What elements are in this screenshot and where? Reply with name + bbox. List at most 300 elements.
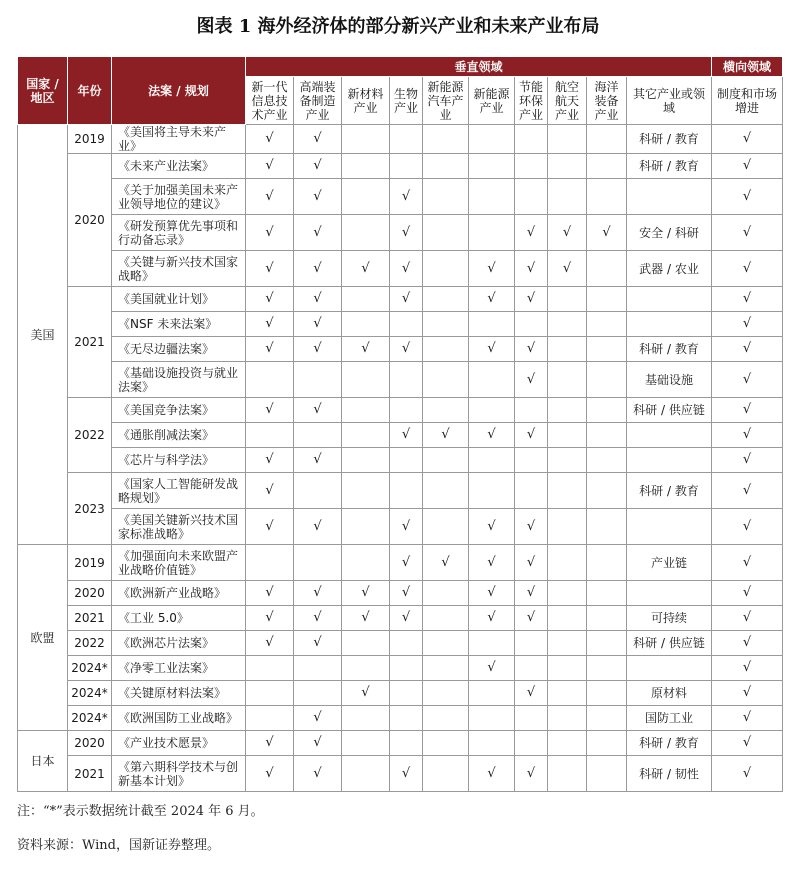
other-field-cell: 国防工业: [627, 706, 712, 731]
horizontal-check-cell: √: [712, 731, 783, 756]
other-field-cell: 科研 / 供应链: [627, 631, 712, 656]
horizontal-check-cell: √: [712, 706, 783, 731]
check-cell: √: [515, 251, 548, 287]
horizontal-check-cell: √: [712, 215, 783, 251]
check-cell: [587, 631, 627, 656]
check-cell: √: [294, 756, 342, 792]
horizontal-check-cell: √: [712, 362, 783, 398]
year-cell: 2020: [68, 154, 112, 287]
other-field-cell: 科研 / 教育: [627, 337, 712, 362]
check-cell: √: [390, 215, 423, 251]
check-cell: [246, 545, 294, 581]
law-cell: 《第六期科学技术与创新基本计划》: [112, 756, 246, 792]
check-cell: √: [342, 681, 390, 706]
check-cell: √: [342, 581, 390, 606]
check-cell: √: [246, 473, 294, 509]
check-cell: √: [294, 706, 342, 731]
check-cell: [469, 362, 515, 398]
check-cell: [469, 706, 515, 731]
check-cell: √: [246, 731, 294, 756]
check-cell: √: [246, 581, 294, 606]
horizontal-check-cell: √: [712, 337, 783, 362]
check-cell: [587, 398, 627, 423]
law-cell: 《关于加强美国未来产业领导地位的建议》: [112, 179, 246, 215]
check-cell: √: [390, 606, 423, 631]
horizontal-check-cell: √: [712, 423, 783, 448]
other-field-cell: [627, 423, 712, 448]
check-cell: √: [390, 581, 423, 606]
check-cell: [587, 473, 627, 509]
check-cell: √: [515, 606, 548, 631]
horizontal-check-cell: √: [712, 581, 783, 606]
header-horizontal: 横向领域: [712, 57, 783, 77]
check-cell: √: [469, 656, 515, 681]
check-cell: √: [246, 215, 294, 251]
year-cell: 2019: [68, 125, 112, 154]
check-cell: [469, 154, 515, 179]
check-cell: [469, 448, 515, 473]
horizontal-check-cell: √: [712, 398, 783, 423]
column-header: 新能源产业: [469, 77, 515, 125]
law-cell: 《研发预算优先事项和行动备忘录》: [112, 215, 246, 251]
column-header: 海洋装备产业: [587, 77, 627, 125]
check-cell: √: [246, 606, 294, 631]
check-cell: [469, 731, 515, 756]
check-cell: √: [294, 509, 342, 545]
other-field-cell: 原材料: [627, 681, 712, 706]
other-field-cell: 科研 / 供应链: [627, 398, 712, 423]
header-country: 国家 / 地区: [18, 57, 68, 125]
other-field-cell: [627, 179, 712, 215]
check-cell: [548, 681, 587, 706]
check-cell: √: [246, 125, 294, 154]
check-cell: [548, 448, 587, 473]
law-cell: 《美国关键新兴技术国家标准战略》: [112, 509, 246, 545]
other-field-cell: [627, 287, 712, 312]
table-row: [18, 398, 783, 423]
other-field-cell: 科研 / 教育: [627, 154, 712, 179]
check-cell: [342, 423, 390, 448]
check-cell: [294, 681, 342, 706]
industry-table: [17, 56, 783, 792]
check-cell: [423, 251, 469, 287]
check-cell: √: [246, 509, 294, 545]
column-header: 新材料产业: [342, 77, 390, 125]
check-cell: [548, 337, 587, 362]
horizontal-check-cell: √: [712, 545, 783, 581]
law-cell: 《工业 5.0》: [112, 606, 246, 631]
check-cell: [469, 631, 515, 656]
year-cell: 2021: [68, 756, 112, 792]
horizontal-check-cell: √: [712, 448, 783, 473]
check-cell: [423, 362, 469, 398]
horizontal-check-cell: √: [712, 656, 783, 681]
table-row: [18, 337, 783, 362]
check-cell: √: [294, 398, 342, 423]
year-cell: 2019: [68, 545, 112, 581]
check-cell: [587, 154, 627, 179]
check-cell: √: [469, 756, 515, 792]
other-field-cell: 产业链: [627, 545, 712, 581]
check-cell: √: [469, 606, 515, 631]
check-cell: √: [246, 251, 294, 287]
check-cell: [548, 581, 587, 606]
check-cell: √: [294, 215, 342, 251]
check-cell: √: [390, 251, 423, 287]
check-cell: √: [294, 337, 342, 362]
check-cell: [390, 731, 423, 756]
column-header: 航空航天产业: [548, 77, 587, 125]
check-cell: [390, 448, 423, 473]
check-cell: [390, 125, 423, 154]
check-cell: [246, 423, 294, 448]
check-cell: [294, 545, 342, 581]
check-cell: √: [390, 179, 423, 215]
check-cell: [342, 398, 390, 423]
country-cell: 美国: [18, 125, 68, 545]
check-cell: √: [515, 681, 548, 706]
check-cell: [390, 398, 423, 423]
check-cell: √: [390, 756, 423, 792]
check-cell: [548, 287, 587, 312]
check-cell: √: [515, 545, 548, 581]
table-row: [18, 312, 783, 337]
check-cell: [515, 706, 548, 731]
check-cell: [342, 448, 390, 473]
check-cell: √: [246, 398, 294, 423]
check-cell: √: [469, 509, 515, 545]
check-cell: [423, 606, 469, 631]
check-cell: [342, 731, 390, 756]
horizontal-check-cell: √: [712, 179, 783, 215]
law-cell: 《欧洲国防工业战略》: [112, 706, 246, 731]
check-cell: [423, 215, 469, 251]
law-cell: 《净零工业法案》: [112, 656, 246, 681]
check-cell: √: [469, 423, 515, 448]
check-cell: [587, 509, 627, 545]
check-cell: [469, 215, 515, 251]
year-cell: 2024*: [68, 681, 112, 706]
check-cell: √: [342, 337, 390, 362]
check-cell: [469, 312, 515, 337]
check-cell: [423, 287, 469, 312]
check-cell: √: [246, 287, 294, 312]
check-cell: [548, 179, 587, 215]
check-cell: [294, 423, 342, 448]
column-header: 高端装备制造产业: [294, 77, 342, 125]
check-cell: [342, 706, 390, 731]
check-cell: √: [390, 545, 423, 581]
other-field-cell: [627, 448, 712, 473]
check-cell: [587, 606, 627, 631]
check-cell: [342, 362, 390, 398]
law-cell: 《欧洲芯片法案》: [112, 631, 246, 656]
check-cell: [390, 706, 423, 731]
check-cell: [423, 398, 469, 423]
other-field-cell: 武器 / 农业: [627, 251, 712, 287]
law-cell: 《美国竞争法案》: [112, 398, 246, 423]
header-year: 年份: [68, 57, 112, 125]
table-row: [18, 581, 783, 606]
table-row: [18, 606, 783, 631]
check-cell: √: [246, 179, 294, 215]
check-cell: [548, 606, 587, 631]
check-cell: [423, 509, 469, 545]
other-field-cell: [627, 581, 712, 606]
check-cell: √: [515, 756, 548, 792]
check-cell: [515, 656, 548, 681]
check-cell: [587, 545, 627, 581]
table-row: [18, 179, 783, 215]
check-cell: [587, 656, 627, 681]
check-cell: [342, 656, 390, 681]
check-cell: √: [246, 312, 294, 337]
check-cell: [390, 312, 423, 337]
year-cell: 2024*: [68, 706, 112, 731]
check-cell: [390, 631, 423, 656]
horizontal-check-cell: √: [712, 473, 783, 509]
check-cell: [342, 179, 390, 215]
check-cell: [469, 179, 515, 215]
column-header: 新能源汽车产业: [423, 77, 469, 125]
check-cell: √: [469, 581, 515, 606]
check-cell: √: [294, 287, 342, 312]
check-cell: [342, 756, 390, 792]
check-cell: √: [294, 251, 342, 287]
table-row: [18, 473, 783, 509]
check-cell: √: [423, 545, 469, 581]
check-cell: √: [246, 631, 294, 656]
check-cell: √: [469, 545, 515, 581]
horizontal-check-cell: √: [712, 756, 783, 792]
check-cell: √: [246, 337, 294, 362]
check-cell: [294, 473, 342, 509]
check-cell: [548, 473, 587, 509]
check-cell: [515, 631, 548, 656]
horizontal-check-cell: √: [712, 154, 783, 179]
year-cell: 2024*: [68, 656, 112, 681]
check-cell: [469, 125, 515, 154]
check-cell: [587, 362, 627, 398]
check-cell: [587, 706, 627, 731]
check-cell: [423, 756, 469, 792]
check-cell: [587, 179, 627, 215]
horizontal-check-cell: √: [712, 681, 783, 706]
check-cell: [469, 681, 515, 706]
check-cell: [587, 581, 627, 606]
year-cell: 2023: [68, 473, 112, 545]
horizontal-check-cell: √: [712, 509, 783, 545]
check-cell: [423, 337, 469, 362]
check-cell: [342, 215, 390, 251]
other-field-cell: 安全 / 科研: [627, 215, 712, 251]
law-cell: 《通胀削减法案》: [112, 423, 246, 448]
law-cell: 《美国将主导未来产业》: [112, 125, 246, 154]
check-cell: [548, 631, 587, 656]
check-cell: [423, 581, 469, 606]
check-cell: √: [246, 448, 294, 473]
check-cell: [515, 731, 548, 756]
check-cell: √: [515, 215, 548, 251]
header-vertical: 垂直领域: [246, 57, 712, 77]
law-cell: 《国家人工智能研发战略规划》: [112, 473, 246, 509]
check-cell: [294, 656, 342, 681]
column-header: 生物产业: [390, 77, 423, 125]
table-row: [18, 509, 783, 545]
check-cell: √: [515, 423, 548, 448]
check-cell: [390, 473, 423, 509]
year-cell: 2021: [68, 287, 112, 398]
check-cell: [515, 179, 548, 215]
other-field-cell: 科研 / 教育: [627, 125, 712, 154]
check-cell: [548, 125, 587, 154]
check-cell: [246, 362, 294, 398]
check-cell: √: [246, 154, 294, 179]
check-cell: [423, 473, 469, 509]
check-cell: [587, 287, 627, 312]
law-cell: 《欧洲新产业战略》: [112, 581, 246, 606]
check-cell: √: [246, 756, 294, 792]
check-cell: [423, 448, 469, 473]
year-cell: 2022: [68, 631, 112, 656]
check-cell: [515, 312, 548, 337]
check-cell: [342, 473, 390, 509]
check-cell: [548, 545, 587, 581]
check-cell: [342, 125, 390, 154]
check-cell: √: [390, 287, 423, 312]
column-header: 其它产业或领域: [627, 77, 712, 125]
check-cell: √: [548, 215, 587, 251]
year-cell: 2020: [68, 581, 112, 606]
horizontal-check-cell: √: [712, 606, 783, 631]
other-field-cell: 基础设施: [627, 362, 712, 398]
check-cell: [246, 681, 294, 706]
country-cell: 日本: [18, 731, 68, 792]
check-cell: [587, 125, 627, 154]
check-cell: [587, 756, 627, 792]
check-cell: √: [294, 631, 342, 656]
country-cell: 欧盟: [18, 545, 68, 731]
check-cell: [587, 312, 627, 337]
check-cell: √: [294, 731, 342, 756]
check-cell: √: [342, 251, 390, 287]
law-cell: 《加强面向未来欧盟产业战略价值链》: [112, 545, 246, 581]
check-cell: [423, 656, 469, 681]
check-cell: [469, 473, 515, 509]
horizontal-check-cell: √: [712, 251, 783, 287]
year-cell: 2020: [68, 731, 112, 756]
table-row: [18, 251, 783, 287]
column-header: 新一代信息技术产业: [246, 77, 294, 125]
check-cell: √: [515, 337, 548, 362]
check-cell: √: [515, 287, 548, 312]
check-cell: √: [469, 337, 515, 362]
horizontal-check-cell: √: [712, 631, 783, 656]
check-cell: √: [390, 423, 423, 448]
check-cell: [423, 731, 469, 756]
table-row: [18, 154, 783, 179]
footnote: 注：“*”表示数据统计截至 2024 年 6 月。: [17, 804, 264, 819]
column-header: 制度和市场增进: [712, 77, 783, 125]
check-cell: [423, 631, 469, 656]
check-cell: [342, 312, 390, 337]
check-cell: √: [548, 251, 587, 287]
check-cell: [342, 509, 390, 545]
page-title: 图表 1 海外经济体的部分新兴产业和未来产业布局: [196, 16, 600, 37]
table-row: [18, 362, 783, 398]
check-cell: √: [294, 606, 342, 631]
source-note: 资料来源：Wind，国新证券整理。: [17, 838, 220, 853]
check-cell: √: [294, 154, 342, 179]
horizontal-check-cell: √: [712, 312, 783, 337]
check-cell: [390, 362, 423, 398]
law-cell: 《基础设施投资与就业法案》: [112, 362, 246, 398]
check-cell: [423, 681, 469, 706]
check-cell: √: [342, 606, 390, 631]
table-row: [18, 125, 783, 154]
check-cell: [390, 656, 423, 681]
law-cell: 《未来产业法案》: [112, 154, 246, 179]
other-field-cell: 科研 / 教育: [627, 473, 712, 509]
table-row: [18, 731, 783, 756]
law-cell: 《关键与新兴技术国家战略》: [112, 251, 246, 287]
check-cell: √: [294, 179, 342, 215]
law-cell: 《NSF 未来法案》: [112, 312, 246, 337]
check-cell: [342, 287, 390, 312]
table-row: [18, 756, 783, 792]
check-cell: √: [294, 581, 342, 606]
table-row: [18, 681, 783, 706]
column-header: 节能环保产业: [515, 77, 548, 125]
check-cell: [423, 312, 469, 337]
check-cell: [587, 423, 627, 448]
check-cell: [548, 706, 587, 731]
table-row: [18, 448, 783, 473]
check-cell: [587, 251, 627, 287]
check-cell: √: [423, 423, 469, 448]
check-cell: [246, 656, 294, 681]
check-cell: [515, 473, 548, 509]
check-cell: [548, 731, 587, 756]
horizontal-check-cell: √: [712, 125, 783, 154]
law-cell: 《美国就业计划》: [112, 287, 246, 312]
check-cell: √: [469, 251, 515, 287]
check-cell: [548, 656, 587, 681]
check-cell: [548, 362, 587, 398]
check-cell: √: [390, 337, 423, 362]
check-cell: √: [515, 362, 548, 398]
check-cell: [548, 154, 587, 179]
check-cell: [515, 125, 548, 154]
check-cell: [423, 125, 469, 154]
header-law: 法案 / 规划: [112, 57, 246, 125]
other-field-cell: 科研 / 韧性: [627, 756, 712, 792]
year-cell: 2021: [68, 606, 112, 631]
check-cell: [548, 423, 587, 448]
table-row: [18, 631, 783, 656]
check-cell: [587, 448, 627, 473]
law-cell: 《产业技术愿景》: [112, 731, 246, 756]
year-cell: 2022: [68, 398, 112, 473]
other-field-cell: [627, 509, 712, 545]
law-cell: 《芯片与科学法》: [112, 448, 246, 473]
check-cell: [548, 509, 587, 545]
other-field-cell: 可持续: [627, 606, 712, 631]
table-row: [18, 287, 783, 312]
check-cell: [423, 154, 469, 179]
law-cell: 《无尽边疆法案》: [112, 337, 246, 362]
check-cell: √: [294, 125, 342, 154]
